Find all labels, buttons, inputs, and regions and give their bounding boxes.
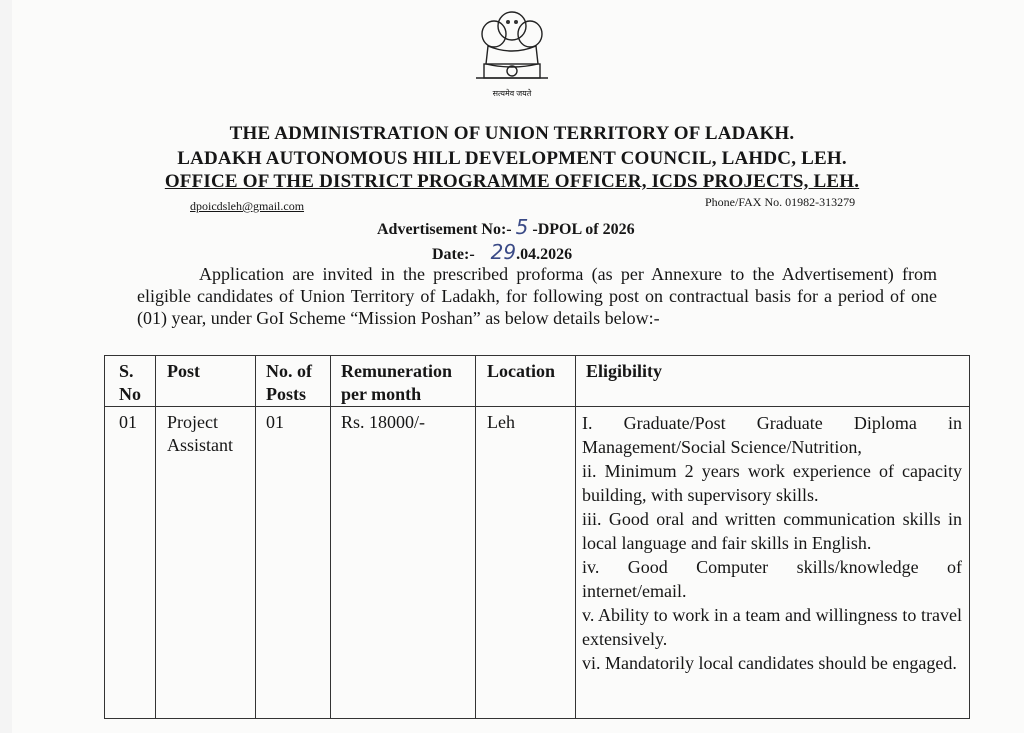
header-line-1: THE ADMINISTRATION OF UNION TERRITORY OF LADAKH.: [229, 123, 795, 144]
header-remuneration: [341, 360, 452, 406]
posts-table: [104, 355, 970, 719]
email-address: dpoicdsleh@gmail.com: [190, 199, 305, 213]
header-sno: [119, 360, 141, 406]
row-post-line2: Assistant: [167, 435, 234, 455]
row-location: Leh: [487, 412, 515, 432]
header-rem-line2: per month: [341, 384, 422, 404]
phone-fax: Phone/FAX No. 01982-313279: [705, 195, 856, 209]
eligibility-item: ii. Minimum 2 years work experience of capacity building, with supervisory skills.: [582, 461, 962, 505]
header-post: Post: [167, 361, 200, 381]
column-divider: [155, 356, 156, 718]
row-no-of-posts: 01: [266, 412, 284, 432]
header-no-of-posts: [266, 360, 312, 406]
date-label: Date:-: [432, 246, 475, 263]
eligibility-item: iii. Good oral and written communication skills in local language and fair skills in English.: [582, 509, 962, 553]
advertisement-handwritten-number: 5: [515, 215, 529, 239]
row-post: [167, 411, 233, 457]
advertisement-date: [432, 240, 572, 264]
row-sno: 01: [119, 412, 137, 432]
date-rest: .04.2026: [516, 246, 573, 263]
header-eligibility: Eligibility: [586, 361, 663, 381]
advertisement-label: Advertisement No:-: [377, 221, 512, 238]
header-posts-line1: No. of: [266, 361, 312, 381]
advertisement-suffix: -DPOL of 2026: [532, 221, 635, 238]
advertisement-number: [377, 215, 635, 239]
column-divider: [475, 356, 476, 718]
row-remuneration: Rs. 18000/-: [341, 412, 426, 432]
header-sno-line1: S.: [119, 361, 134, 381]
header-sno-line2: No: [119, 384, 141, 404]
date-handwritten-day: 29: [490, 240, 517, 264]
header-line-2: LADAKH AUTONOMOUS HILL DEVELOPMENT COUNCIL, LAHDC, LEH.: [177, 148, 847, 169]
header-posts-line2: Posts: [266, 384, 306, 404]
eligibility-item: v. Ability to work in a team and willingness to travel extensively.: [582, 605, 962, 649]
column-divider: [330, 356, 331, 718]
row-post-line1: Project: [167, 412, 218, 432]
eligibility-item: iv. Good Computer skills/knowledge of internet/email.: [582, 557, 962, 601]
eligibility-item: I. Graduate/Post Graduate Diploma in Management/Social Science/Nutrition,: [582, 413, 962, 457]
header-rem-line1: Remuneration: [341, 361, 452, 381]
eligibility-item: vi. Mandatorily local candidates should be engaged.: [582, 653, 957, 673]
column-divider: [255, 356, 256, 718]
header-line-3: OFFICE OF THE DISTRICT PROGRAMME OFFICER, ICDS PROJECTS, LEH.: [164, 171, 860, 192]
application-paragraph: Application are invited in the prescribed proforma (as per Annexure to the Advertisement) from eligible candidates of Union Territory of Ladakh, for following post on contractual basis for a period of one (01) year, under GoI Scheme “Mission Poshan” as below details below:-: [137, 264, 937, 328]
row-eligibility: [582, 411, 962, 675]
emblem-motto: सत्यमेव जयते: [492, 89, 532, 98]
header-location: Location: [487, 361, 556, 381]
header-row-divider: [105, 406, 969, 407]
column-divider: [575, 356, 576, 718]
